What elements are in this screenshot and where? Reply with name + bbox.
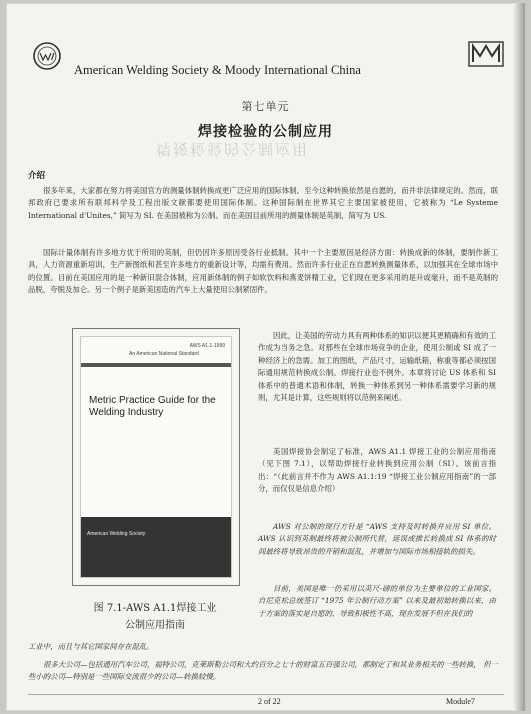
intro-paragraph-3: 因此，让美国的劳动力具有两种体系的知识以便其更精确和有效的工作成为当务之急。对那些在全球市场竞争的企业，使用公制或 SI 成了一种经济上的急需。加工的图纸，产品尺寸，运输纸箱，称重等都必须按国际通用规范转换成公制。焊接行业也不例外。本章将讨论 US 体系和 SI 体系中的普通术语和体制，转换一种体系到另一种体系需要学习新的规则，尤其是计算，这些规则将以范例来阐述。 bbox=[258, 331, 496, 403]
module-label: Module7 bbox=[446, 697, 475, 706]
page-header bbox=[30, 33, 504, 83]
chapter-title: 焊接检验的公制应用 bbox=[198, 124, 333, 140]
document-page bbox=[6, 3, 525, 711]
intro-heading: 介绍 bbox=[28, 171, 46, 181]
figure-caption-line-1: 图 7.1-AWS A1.1焊接工业 bbox=[93, 603, 217, 614]
figure-caption bbox=[62, 600, 248, 634]
intro-paragraph-4: 美国焊接协会制定了标准，AWS A1.1 焊接工业的公制应用指南（见下图 7.1），以帮助焊接行业转换到应用公制（SI）。该前言指出：“（此前言并不作为 AWS A1.1:19 “焊接工业公制应用指南”的一部分，而仅仅是信息介绍） bbox=[258, 447, 496, 494]
guide-cover-image bbox=[80, 336, 232, 578]
intro-paragraph-7: 工业中，而且与其它国家间存在混乱。 bbox=[28, 642, 154, 651]
cover-band bbox=[81, 517, 231, 577]
footer-divider bbox=[28, 694, 504, 695]
cover-divider bbox=[81, 363, 231, 367]
figure-caption-line-2: 公制应用指南 bbox=[125, 620, 185, 631]
cover-society: American Welding Society bbox=[87, 531, 146, 537]
cover-standard-label: An American National Standard bbox=[129, 351, 199, 357]
page-number: 2 of 22 bbox=[258, 697, 281, 706]
aws-logo-icon bbox=[32, 41, 62, 71]
intro-paragraph-6: 目前，美国是唯一仍采用以英尺-磅的单位为主要单位的工业国家。自尼克松总统签订 “1975 年公制行动方案” 以来及最初始转换以来，由于方案的落实是自愿的，导致积极性不高，现在发展不但在我们的 bbox=[258, 584, 496, 618]
cover-title: Metric Practice Guide for the Welding Industry bbox=[89, 395, 216, 418]
module-title: 第七单元 bbox=[241, 100, 290, 113]
intro-paragraph-1: 很多年来，大家都在努力将美国官方的测量体制转换成更广泛应用的国际体制。至今这种转换依然是自愿的，而并非法律规定的。然而，联邦政府已要求所有联邦科学及工程出版文献都要使用国际体制。这种国际制在世界其它主要国家被使用，它被称为 “Le Systeme International d'Unites,” 简写为 SI. 在美国被称为公制。而在美国目前所用的测量体制是英制，简写为 US. bbox=[28, 186, 498, 220]
intro-paragraph-8: 很多大公司—包括通用汽车公司，福特公司，克莱斯勒公司和大约百分之七十的财富五百强公司，都制定了和其业务相关的一些转换， 但一些小的公司—特别是一些国际交流很少的公司—转换较慢。 bbox=[28, 660, 498, 682]
cover-code: AWS A1.1-1999 bbox=[189, 343, 225, 349]
moody-logo-icon bbox=[468, 41, 504, 67]
intro-paragraph-5: AWS 对公制的现行方针是 “AWS 支持及时转换并应用 SI 单位。AWS 认识到英制最终将被公制所代替，延误或推长转换成 SI 体系的时间最终将导致昂贵的开销和混乱，并增加与国际市场相接轨的损失。 bbox=[258, 522, 496, 556]
organization-title: American Welding Society & Moody International China bbox=[74, 63, 361, 77]
bleed-through-text: 焊接检验的公制应用 bbox=[156, 140, 310, 158]
intro-paragraph-2: 国际计量体制有许多地方优于所用的英制，但仍因许多原因受各行业抵制。其中一个主要原因是经济方面：转换成新的体制，要制作新工具，人力资源重新培训，生产新图纸和甚至许多地方的重新设计等，均需有费用。然而许多行业正在自愿转换测量体系，以加强其在全球市场中的位置。目前在美国应用的是一种新旧混合体制，应用新体制的例子如软饮料和燕麦饼精工业，它们现在更多采用的是升或毫升，而不是英制的品脱，夸脱及加仑。另一个例子是新美国造的汽车上大量使用公制紧固件。 bbox=[28, 248, 498, 295]
